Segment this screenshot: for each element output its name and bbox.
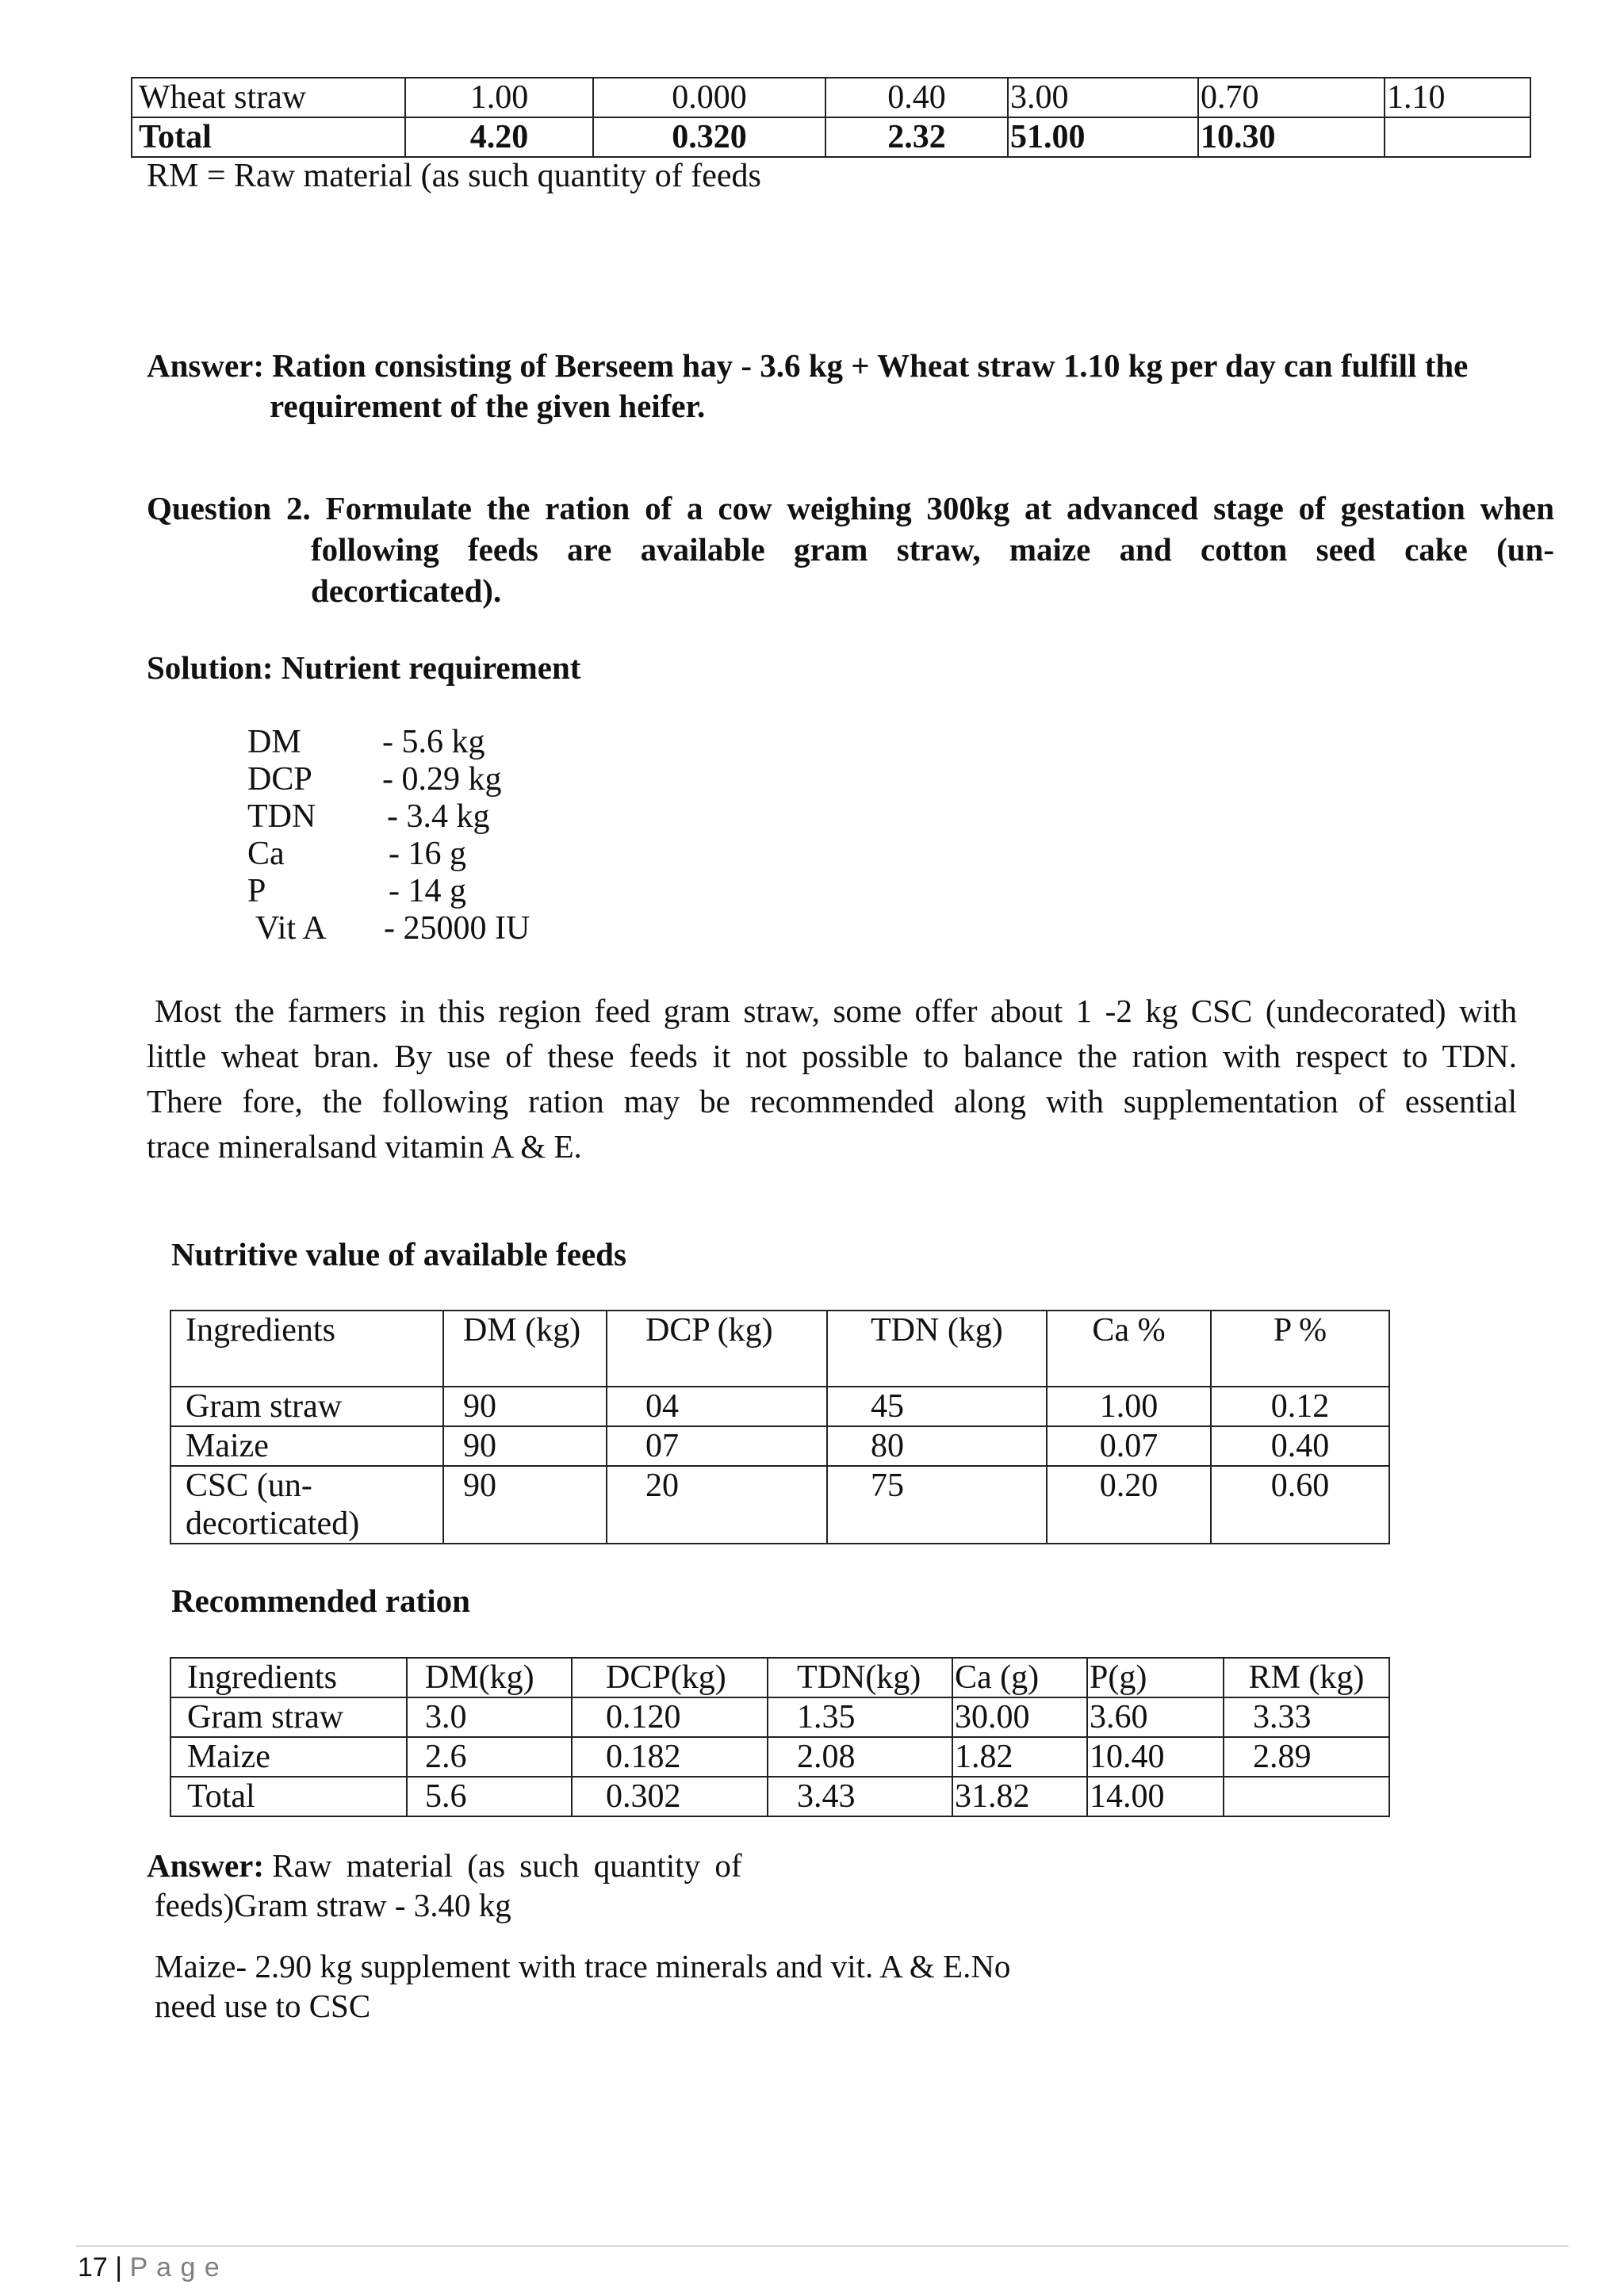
table-cell [1224,1777,1389,1816]
column-header: TDN (kg) [827,1311,1047,1387]
table-cell: 0.40 [1211,1426,1389,1466]
question2-line2: following feeds are available gram straw, maize and cotton seed cake (un- [311,531,1554,568]
paragraph-line: Most the farmers in this region feed gram straw, some offer about 1 -2 kg CSC (undecorated) with [155,993,1517,1029]
table-row [132,117,1530,157]
table-row [170,1426,1389,1466]
answer2-line2: feeds)Gram straw - 3.40 kg [155,1887,511,1923]
table-cell: 2.6 [407,1737,572,1777]
table-row [170,1697,1389,1737]
table-cell: 45 [827,1387,1047,1426]
req-value: - 25000 IU [384,910,530,947]
column-header: Ingredients [170,1658,407,1697]
table-cell: Total [132,117,405,157]
table-cell: 51.00 [1008,117,1198,157]
table-cell: 10.40 [1087,1737,1224,1777]
table-cell: 1.35 [768,1697,952,1737]
rm-note: RM = Raw material (as such quantity of feeds [147,158,761,194]
list-item [247,798,530,836]
table-cell: Gram straw [170,1387,443,1426]
list-item [247,836,530,873]
table-cell: 5.6 [407,1777,572,1816]
nutritive-table [170,1310,1390,1544]
table-cell: 0.70 [1198,78,1385,117]
column-header: Ca % [1047,1311,1211,1387]
table-cell: 90 [443,1387,607,1426]
question2-line1 [147,489,1554,527]
table-cell: 75 [827,1466,1047,1544]
table-cell: 07 [607,1426,827,1466]
nutrient-requirements [247,724,530,947]
table-cell: 31.82 [952,1777,1087,1816]
table-cell: 0.20 [1047,1466,1211,1544]
column-header: RM (kg) [1224,1658,1389,1697]
table-cell: 1.00 [405,78,593,117]
table-cell: Maize [170,1737,407,1777]
answer2-line1 [147,1846,809,1885]
table-row [132,78,1530,117]
table-cell: 14.00 [1087,1777,1224,1816]
table-cell: 10.30 [1198,117,1385,157]
footer-divider [76,2245,1568,2247]
table-cell: 3.33 [1224,1697,1389,1737]
req-name: DM [247,724,301,760]
table-cell [1385,117,1530,157]
table-cell: 90 [443,1426,607,1466]
paragraph-line: trace mineralsand vitamin A & E. [147,1128,582,1165]
table-cell: 0.12 [1211,1387,1389,1426]
table-row [170,1737,1389,1777]
req-value: - 3.4 kg [387,798,490,835]
question2-text: . Formulate the ration of a cow weighing 300kg at advanced stage of gestation when [302,490,1554,526]
question2-line3: decorticated). [311,572,502,609]
paragraph-line: There fore, the following ration may be recommended along with supplementation of essential [147,1083,1517,1119]
answer2-label: Answer: [147,1847,265,1884]
page-number: 17 [78,2252,108,2283]
table-cell: 3.43 [768,1777,952,1816]
solution-heading: Solution: Nutrient requirement [147,649,581,686]
list-item [247,761,530,798]
table-cell: CSC (un- decorticated) [170,1466,443,1544]
page-footer [78,2252,220,2283]
table-cell: 3.0 [407,1697,572,1737]
req-value: - 14 g [389,873,466,909]
top-feed-table [131,77,1531,158]
table-cell: 2.08 [768,1737,952,1777]
table-cell: Gram straw [170,1697,407,1737]
recommended-table [170,1657,1390,1817]
table-cell: 30.00 [952,1697,1087,1737]
answer1-line2: requirement of the given heifer. [270,388,706,424]
table-cell: 0.120 [572,1697,768,1737]
table-cell: 0.000 [593,78,825,117]
answer2-text: Raw material (as such quantity of [272,1847,742,1884]
table-cell: 0.60 [1211,1466,1389,1544]
req-name: TDN [247,798,316,835]
req-name: DCP [247,761,312,798]
table-cell: 0.302 [572,1777,768,1816]
table-cell: Wheat straw [132,78,405,117]
table-cell: 1.10 [1385,78,1530,117]
nutritive-heading: Nutritive value of available feeds [171,1236,626,1272]
column-header: DCP (kg) [607,1311,827,1387]
body-paragraph [147,989,1517,1169]
table-cell: Total [170,1777,407,1816]
table-cell: 2.89 [1224,1737,1389,1777]
req-value: - 16 g [389,836,466,872]
table-cell: 0.182 [572,1737,768,1777]
column-header: Ca (g) [952,1658,1087,1697]
req-name: Ca [247,836,285,872]
req-value: - 5.6 kg [382,724,485,760]
footer-separator: | [115,2252,123,2283]
table-cell: 20 [607,1466,827,1544]
req-name: P [247,873,266,909]
table-cell: 90 [443,1466,607,1544]
page-word: P a g e [129,2252,220,2283]
answer2-line3: Maize- 2.90 kg supplement with trace minerals and vit. A & E.No [155,1948,1011,1984]
req-name: Vit A [255,910,327,947]
table-header-row [170,1311,1389,1387]
column-header: Ingredients [170,1311,443,1387]
req-value: - 0.29 kg [382,761,502,798]
table-row [170,1466,1389,1544]
table-header-row [170,1658,1389,1697]
table-cell: Maize [170,1426,443,1466]
table-cell: 3.00 [1008,78,1198,117]
list-item [247,910,530,947]
table-cell: 1.82 [952,1737,1087,1777]
table-cell: 04 [607,1387,827,1426]
answer2-line4: need use to CSC [155,1988,371,2024]
question2-label: Question 2 [147,490,303,526]
column-header: DCP(kg) [572,1658,768,1697]
table-cell: 80 [827,1426,1047,1466]
table-cell: 0.320 [593,117,825,157]
column-header: P % [1211,1311,1389,1387]
table-row [170,1777,1389,1816]
table-cell: 3.60 [1087,1697,1224,1737]
answer1-line1: Answer: Ration consisting of Berseem hay - 3.6 kg + Wheat straw 1.10 kg per day can fulfill the [147,347,1469,384]
recommended-heading: Recommended ration [171,1582,470,1619]
list-item [247,724,530,761]
table-row [170,1387,1389,1426]
table-cell: 4.20 [405,117,593,157]
table-cell: 0.40 [825,78,1008,117]
column-header: P(g) [1087,1658,1224,1697]
table-cell: 2.32 [825,117,1008,157]
column-header: DM (kg) [443,1311,607,1387]
column-header: DM(kg) [407,1658,572,1697]
table-cell: 0.07 [1047,1426,1211,1466]
column-header: TDN(kg) [768,1658,952,1697]
list-item [247,873,530,910]
paragraph-line: little wheat bran. By use of these feeds it not possible to balance the ration with respect to TDN. [147,1038,1517,1074]
table-cell: 1.00 [1047,1387,1211,1426]
